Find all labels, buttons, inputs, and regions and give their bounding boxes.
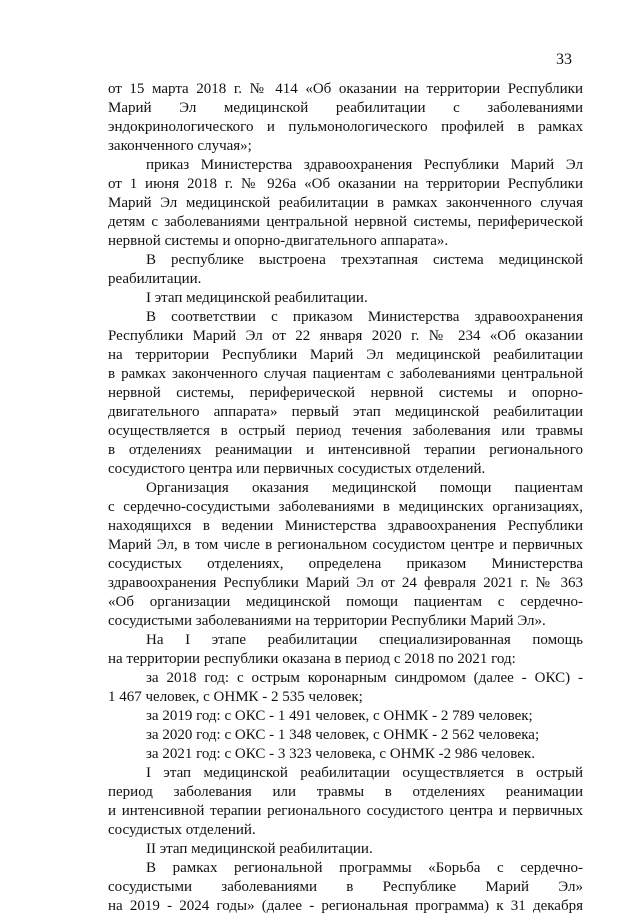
text-line: «Об организации медицинской помощи пациентам с сердечно- <box>108 594 583 610</box>
paragraph <box>108 289 583 308</box>
document-body <box>108 80 583 916</box>
text-line: находящихся в ведении Министерства здравоохранения Республики <box>108 518 583 534</box>
text-line: на территории Республики Марий Эл медицинской реабилитации <box>108 347 583 363</box>
paragraph <box>108 156 583 251</box>
text-line: на 2019 - 2024 годы» (далее - региональная программа) к 31 декабря <box>108 898 583 914</box>
text-line: Организация оказания медицинской помощи пациентам <box>146 480 583 496</box>
paragraph <box>108 308 583 479</box>
text-line: с сердечно-сосудистыми заболеваниями в медицинских организациях, <box>108 499 583 515</box>
paragraph <box>108 840 583 859</box>
text-line: за 2018 год: с острым коронарным синдромом (далее - ОКС) - <box>146 670 583 686</box>
text-line: сосудистыми заболеваниями на территории Республики Марий Эл». <box>108 613 546 629</box>
text-line: В рамках региональной программы «Борьба с сердечно- <box>146 860 583 876</box>
text-line: от 1 июня 2018 г. № 926а «Об оказании на территории Республики <box>108 176 583 192</box>
paragraph <box>108 251 583 289</box>
text-line: за 2020 год: с ОКС - 1 348 человек, с ОНМК - 2 562 человека; <box>146 727 540 743</box>
text-line: нервной системы, периферической нервной системы и опорно- <box>108 385 583 401</box>
text-line: сосудистыми заболеваниями в Республике Марий Эл» <box>108 879 583 895</box>
text-line: двигательного аппарата» первый этап медицинской реабилитации <box>108 404 583 420</box>
text-line: в рамках законченного случая пациентам с заболеваниями центральной <box>108 366 583 382</box>
text-line: нервной системы и опорно-двигательного аппарата». <box>108 233 449 249</box>
text-line: В республике выстроена трехэтапная система медицинской <box>146 252 583 268</box>
text-line: от 15 марта 2018 г. № 414 «Об оказании на территории Республики <box>108 81 583 97</box>
text-line: здравоохранения Республики Марий Эл от 24 февраля 2021 г. № 363 <box>108 575 583 591</box>
text-line: в отделениях реанимации и интенсивной терапии регионального <box>108 442 583 458</box>
paragraph <box>108 631 583 669</box>
text-line: сосудистых отделениях, определена приказом Министерства <box>108 556 583 572</box>
text-line: на территории республики оказана в период с 2018 по 2021 год: <box>108 651 516 667</box>
paragraph <box>108 669 583 707</box>
paragraph <box>108 479 583 631</box>
text-line: I этап медицинской реабилитации осуществляется в острый <box>146 765 583 781</box>
text-line: 1 467 человек, с ОНМК - 2 535 человек; <box>108 689 363 705</box>
paragraph <box>108 859 583 916</box>
text-line: Республики Марий Эл от 22 января 2020 г. № 234 «Об оказании <box>108 328 583 344</box>
text-line: I этап медицинской реабилитации. <box>146 290 368 306</box>
text-line: приказ Министерства здравоохранения Республики Марий Эл <box>146 157 583 173</box>
text-line: сосудистых отделений. <box>108 822 256 838</box>
paragraph <box>108 726 583 745</box>
text-line: законченного случая»; <box>108 138 252 154</box>
text-line: реабилитации. <box>108 271 202 287</box>
text-line: период заболевания или травмы в отделениях реанимации <box>108 784 583 800</box>
text-line: На I этапе реабилитации специализированная помощь <box>146 632 583 648</box>
paragraph <box>108 80 583 156</box>
text-line: за 2021 год: с ОКС - 3 323 человека, с ОНМК -2 986 человек. <box>146 746 535 762</box>
paragraph <box>108 745 583 764</box>
text-line: Марий Эл медицинской реабилитации с заболеваниями <box>108 100 583 116</box>
text-line: эндокринологического и пульмонологического профилей в рамках <box>108 119 583 135</box>
text-line: сосудистого центра или первичных сосудистых отделений. <box>108 461 486 477</box>
paragraph <box>108 764 583 840</box>
text-line: за 2019 год: с ОКС - 1 491 человек, с ОНМК - 2 789 человек; <box>146 708 533 724</box>
text-line: II этап медицинской реабилитации. <box>146 841 373 857</box>
paragraph <box>108 707 583 726</box>
text-line: осуществляется в острый период течения заболевания или травмы <box>108 423 583 439</box>
page-number: 33 <box>556 51 572 68</box>
text-line: Марий Эл, в том числе в региональном сосудистом центре и первичных <box>108 537 583 553</box>
text-line: и интенсивной терапии регионального сосудистого центра и первичных <box>108 803 583 819</box>
text-line: детям с заболеваниями центральной нервной системы, периферической <box>108 214 583 230</box>
text-line: В соответствии с приказом Министерства здравоохранения <box>146 309 583 325</box>
text-line: Марий Эл медицинской реабилитации в рамках законченного случая <box>108 195 583 211</box>
